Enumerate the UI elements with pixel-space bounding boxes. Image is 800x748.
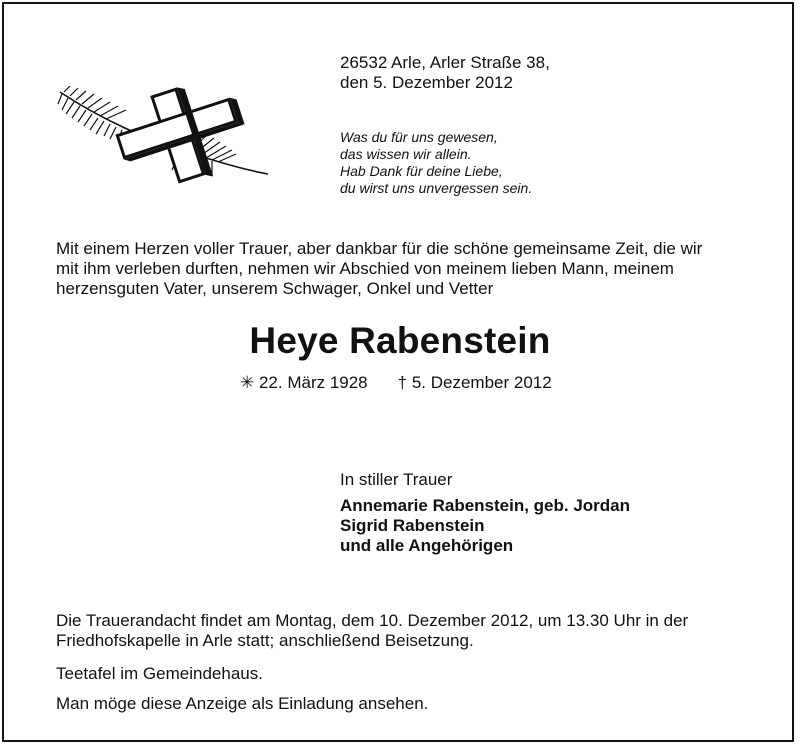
verse-line: Was du für uns gewesen, xyxy=(340,129,498,145)
intro-line: mit ihm verleben durften, nehmen wir Abschied von meinem lieben Mann, meinem xyxy=(56,259,674,278)
death-date: † 5. Dezember 2012 xyxy=(397,373,552,392)
life-dates xyxy=(240,373,552,393)
verse-line: das wissen wir allein. xyxy=(340,146,472,162)
cross-with-palm-leaf-icon xyxy=(56,86,271,186)
verse-line: du wirst uns unvergessen sein. xyxy=(340,180,533,196)
date-line: den 5. Dezember 2012 xyxy=(340,73,513,92)
intro-line: Mit einem Herzen voller Trauer, aber dankbar für die schöne gemeinsame Zeit, die wir xyxy=(56,239,703,258)
intro-paragraph xyxy=(56,239,702,299)
birth-date: ✳ 22. März 1928 xyxy=(240,373,368,392)
service-line: Die Trauerandacht findet am Montag, dem 10. Dezember 2012, um 13.30 Uhr in der xyxy=(56,611,689,630)
deceased-name: Heye Rabenstein xyxy=(249,320,551,361)
mourner-name: Sigrid Rabenstein xyxy=(340,516,485,535)
mourner-name: und alle Angehörigen xyxy=(340,536,514,555)
service-notice xyxy=(56,611,688,651)
address-line: 26532 Arle, Arler Straße 38, xyxy=(340,53,550,72)
service-line: Friedhofskapelle in Arle statt; anschließend Beisetzung. xyxy=(56,631,474,650)
verse xyxy=(340,129,532,197)
invitation-notice: Man möge diese Anzeige als Einladung ansehen. xyxy=(56,694,429,713)
mourning-intro: In stiller Trauer xyxy=(340,470,453,489)
tea-notice: Teetafel im Gemeindehaus. xyxy=(56,664,263,683)
mourners-list xyxy=(340,496,630,556)
mourner-name: Annemarie Rabenstein, geb. Jordan xyxy=(340,496,631,515)
verse-line: Hab Dank für deine Liebe, xyxy=(340,163,503,179)
address-block xyxy=(340,53,550,93)
intro-line: herzensguten Vater, unserem Schwager, Onkel und Vetter xyxy=(56,279,494,298)
